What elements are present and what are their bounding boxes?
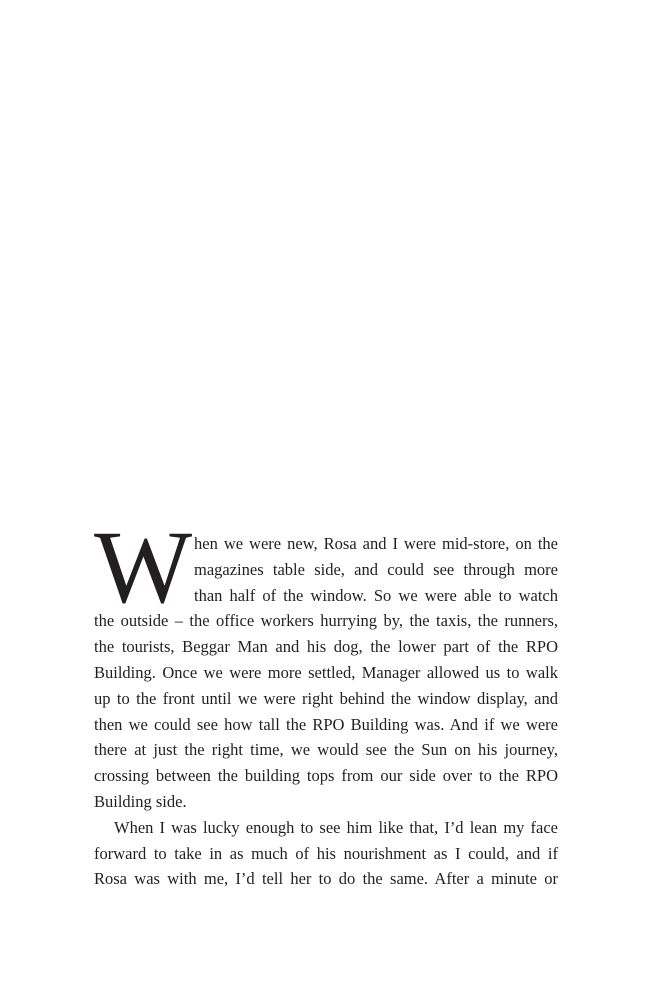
text-line: When I was lucky enough to see him like that, I’d lean my face — [114, 817, 558, 837]
text-line: than half of the window. So we were able to watch — [194, 585, 558, 605]
text-line: there at just the right time, we would see the Sun on his journey, — [94, 740, 558, 760]
text-line: Building side. — [94, 791, 187, 811]
text-line: magazines table side, and could see through more — [194, 559, 558, 579]
paragraph-2 — [94, 815, 558, 892]
text-line: crossing between the building tops from our side over to the RPO — [94, 766, 558, 786]
text-line: hen we were new, Rosa and I were mid-store, on the — [194, 534, 558, 553]
text-line: the tourists, Beggar Man and his dog, the lower part of the RPO — [94, 637, 558, 657]
paragraph-1 — [94, 531, 558, 815]
text-line: forward to take in as much of his nourishment as I could, and if — [94, 843, 558, 863]
text-line: the outside – the office workers hurrying by, the taxis, the runners, — [94, 611, 558, 631]
text-line: Building. Once we were more settled, Manager allowed us to walk — [94, 662, 558, 682]
text-line: Rosa was with me, I’d tell her to do the same. After a minute or — [94, 869, 558, 889]
text-line: then we could see how tall the RPO Building was. And if we were — [94, 714, 558, 734]
drop-cap: W — [94, 510, 193, 625]
body-text — [94, 531, 558, 892]
text-line: up to the front until we were right behind the window display, and — [94, 688, 558, 708]
